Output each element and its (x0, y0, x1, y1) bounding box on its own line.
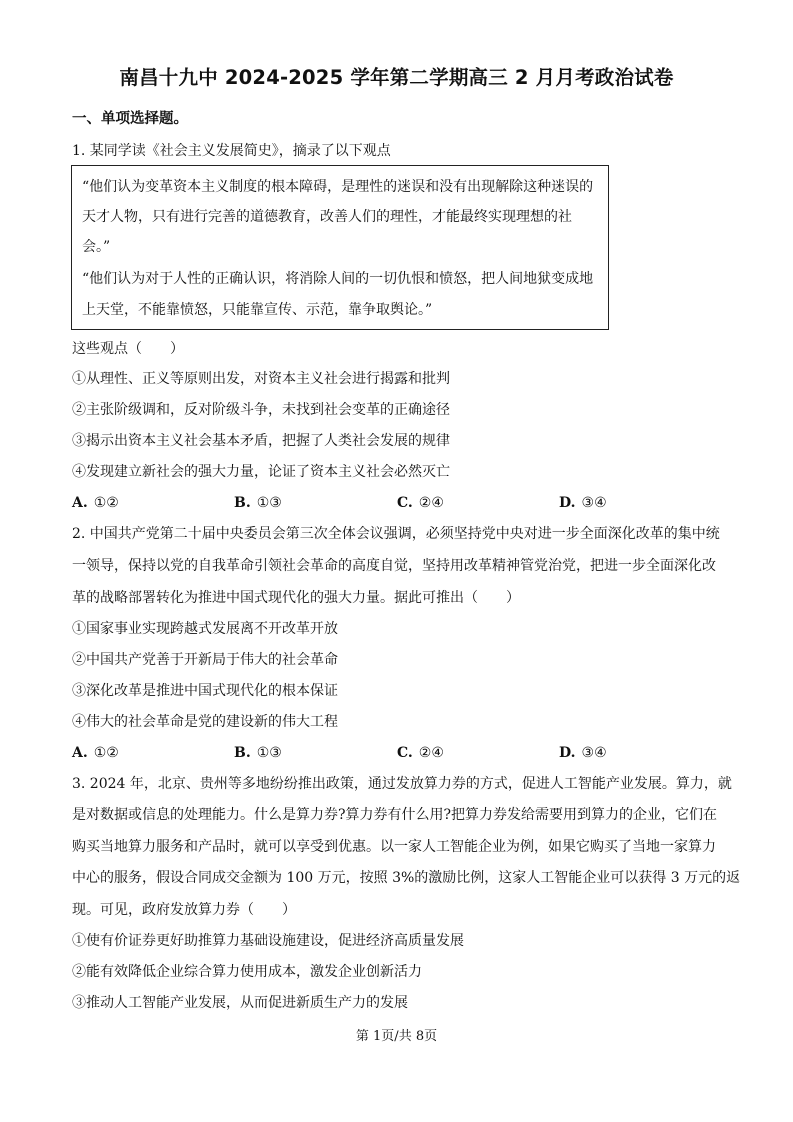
option-letter: C. (397, 745, 413, 761)
q1-stem: 1. 某同学读《社会主义发展简史》，摘录了以下观点 (72, 143, 391, 159)
q2-stem-line: 2. 中国共产党第二十届中央委员会第三次全体会议强调，必须坚持党中央对进一步全面深化改革的集中统 (72, 526, 720, 542)
q1-option-c[interactable] (397, 493, 444, 513)
q1-quote-line: 天才人物，只有进行完善的道德教育，改善人们的理性，才能最终实现理想的社 (82, 209, 572, 225)
q3-stem-line: 现。可见，政府发放算力券（ ） (72, 902, 296, 918)
page-footer: 第 1页/共 8页 (355, 1029, 438, 1044)
option-text: ①③ (256, 745, 282, 761)
q1-quote-line: 上天堂，不能靠愤怒，只能靠宣传、示范，靠争取舆论。” (82, 302, 433, 318)
option-text: ①② (93, 745, 119, 761)
q1-quote-box (71, 165, 609, 330)
q2-option-d[interactable] (559, 743, 607, 763)
section-heading: 一、单项选择题。 (72, 111, 188, 127)
q1-option-a[interactable] (72, 493, 119, 513)
q1-statement: ④发现建立新社会的强大力量，论证了资本主义社会必然灭亡 (72, 464, 450, 480)
q1-statement: ①从理性、正义等原则出发，对资本主义社会进行揭露和批判 (72, 371, 450, 387)
q3-stem-line: 是对数据或信息的处理能力。什么是算力券?算力券有什么用?把算力券发给需要用到算力的企业，它们在 (72, 807, 718, 823)
q3-stem-line: 购买当地算力服务和产品时，就可以享受到优惠。以一家人工智能企业为例，如果它购买了当地一家算力 (72, 839, 716, 855)
q1-option-b[interactable] (234, 493, 282, 513)
q1-statement: ②主张阶级调和，反对阶级斗争，未找到社会变革的正确途径 (72, 402, 450, 418)
q3-stem-line: 中心的服务，假设合同成交金额为 100 万元，按照 3%的激励比例，这家人工智能企业可以获得 3 万元的返 (72, 870, 741, 886)
q2-statement: ②中国共产党善于开新局于伟大的社会革命 (72, 652, 338, 668)
q2-option-a[interactable] (72, 743, 119, 763)
option-text: ③④ (581, 495, 607, 511)
q3-statement: ①使有价证券更好助推算力基础设施建设，促进经济高质量发展 (72, 933, 464, 949)
q3-statement: ②能有效降低企业综合算力使用成本，激发企业创新活力 (72, 964, 422, 980)
q2-option-c[interactable] (397, 743, 444, 763)
q1-quote-line: “他们认为对于人性的正确认识，将消除人间的一切仇恨和愤怒，把人间地狱变成地 (82, 271, 594, 287)
option-text: ③④ (581, 745, 607, 761)
option-text: ①② (93, 495, 119, 511)
q3-stem-line: 3. 2024 年，北京、贵州等多地纷纷推出政策，通过发放算力券的方式，促进人工智能产业发展。算力，就 (72, 776, 732, 792)
option-letter: B. (234, 745, 251, 761)
q1-statement: ③揭示出资本主义社会基本矛盾，把握了人类社会发展的规律 (72, 433, 450, 449)
q1-prompt: 这些观点（ ） (72, 341, 184, 357)
q2-statement: ③深化改革是推进中国式现代化的根本保证 (72, 683, 338, 699)
option-letter: C. (397, 495, 413, 511)
option-letter: B. (234, 495, 251, 511)
option-letter: D. (559, 495, 576, 511)
q1-quote-line: “他们认为变革资本主义制度的根本障碍，是理性的迷误和没有出现解除这种迷误的 (82, 179, 594, 195)
q2-statement: ④伟大的社会革命是党的建设新的伟大工程 (72, 714, 338, 730)
q1-quote-line: 会。” (82, 239, 111, 255)
q2-statement: ①国家事业实现跨越式发展离不开改革开放 (72, 621, 338, 637)
q2-stem-line: 一领导，保持以党的自我革命引领社会革命的高度自觉，坚持用改革精神管党治党，把进一步全面深化改 (72, 558, 716, 574)
q2-option-b[interactable] (234, 743, 282, 763)
q2-stem-line: 革的战略部署转化为推进中国式现代化的强大力量。据此可推出（ ） (72, 590, 520, 606)
document-title: 南昌十九中 2024-2025 学年第二学期高三 2 月月考政治试卷 (119, 66, 674, 89)
option-text: ②④ (418, 495, 444, 511)
q3-statement: ③推动人工智能产业发展，从而促进新质生产力的发展 (72, 995, 408, 1011)
option-text: ①③ (256, 495, 282, 511)
option-letter: A. (72, 745, 88, 761)
option-letter: D. (559, 745, 576, 761)
option-letter: A. (72, 495, 88, 511)
q1-option-d[interactable] (559, 493, 607, 513)
option-text: ②④ (418, 745, 444, 761)
